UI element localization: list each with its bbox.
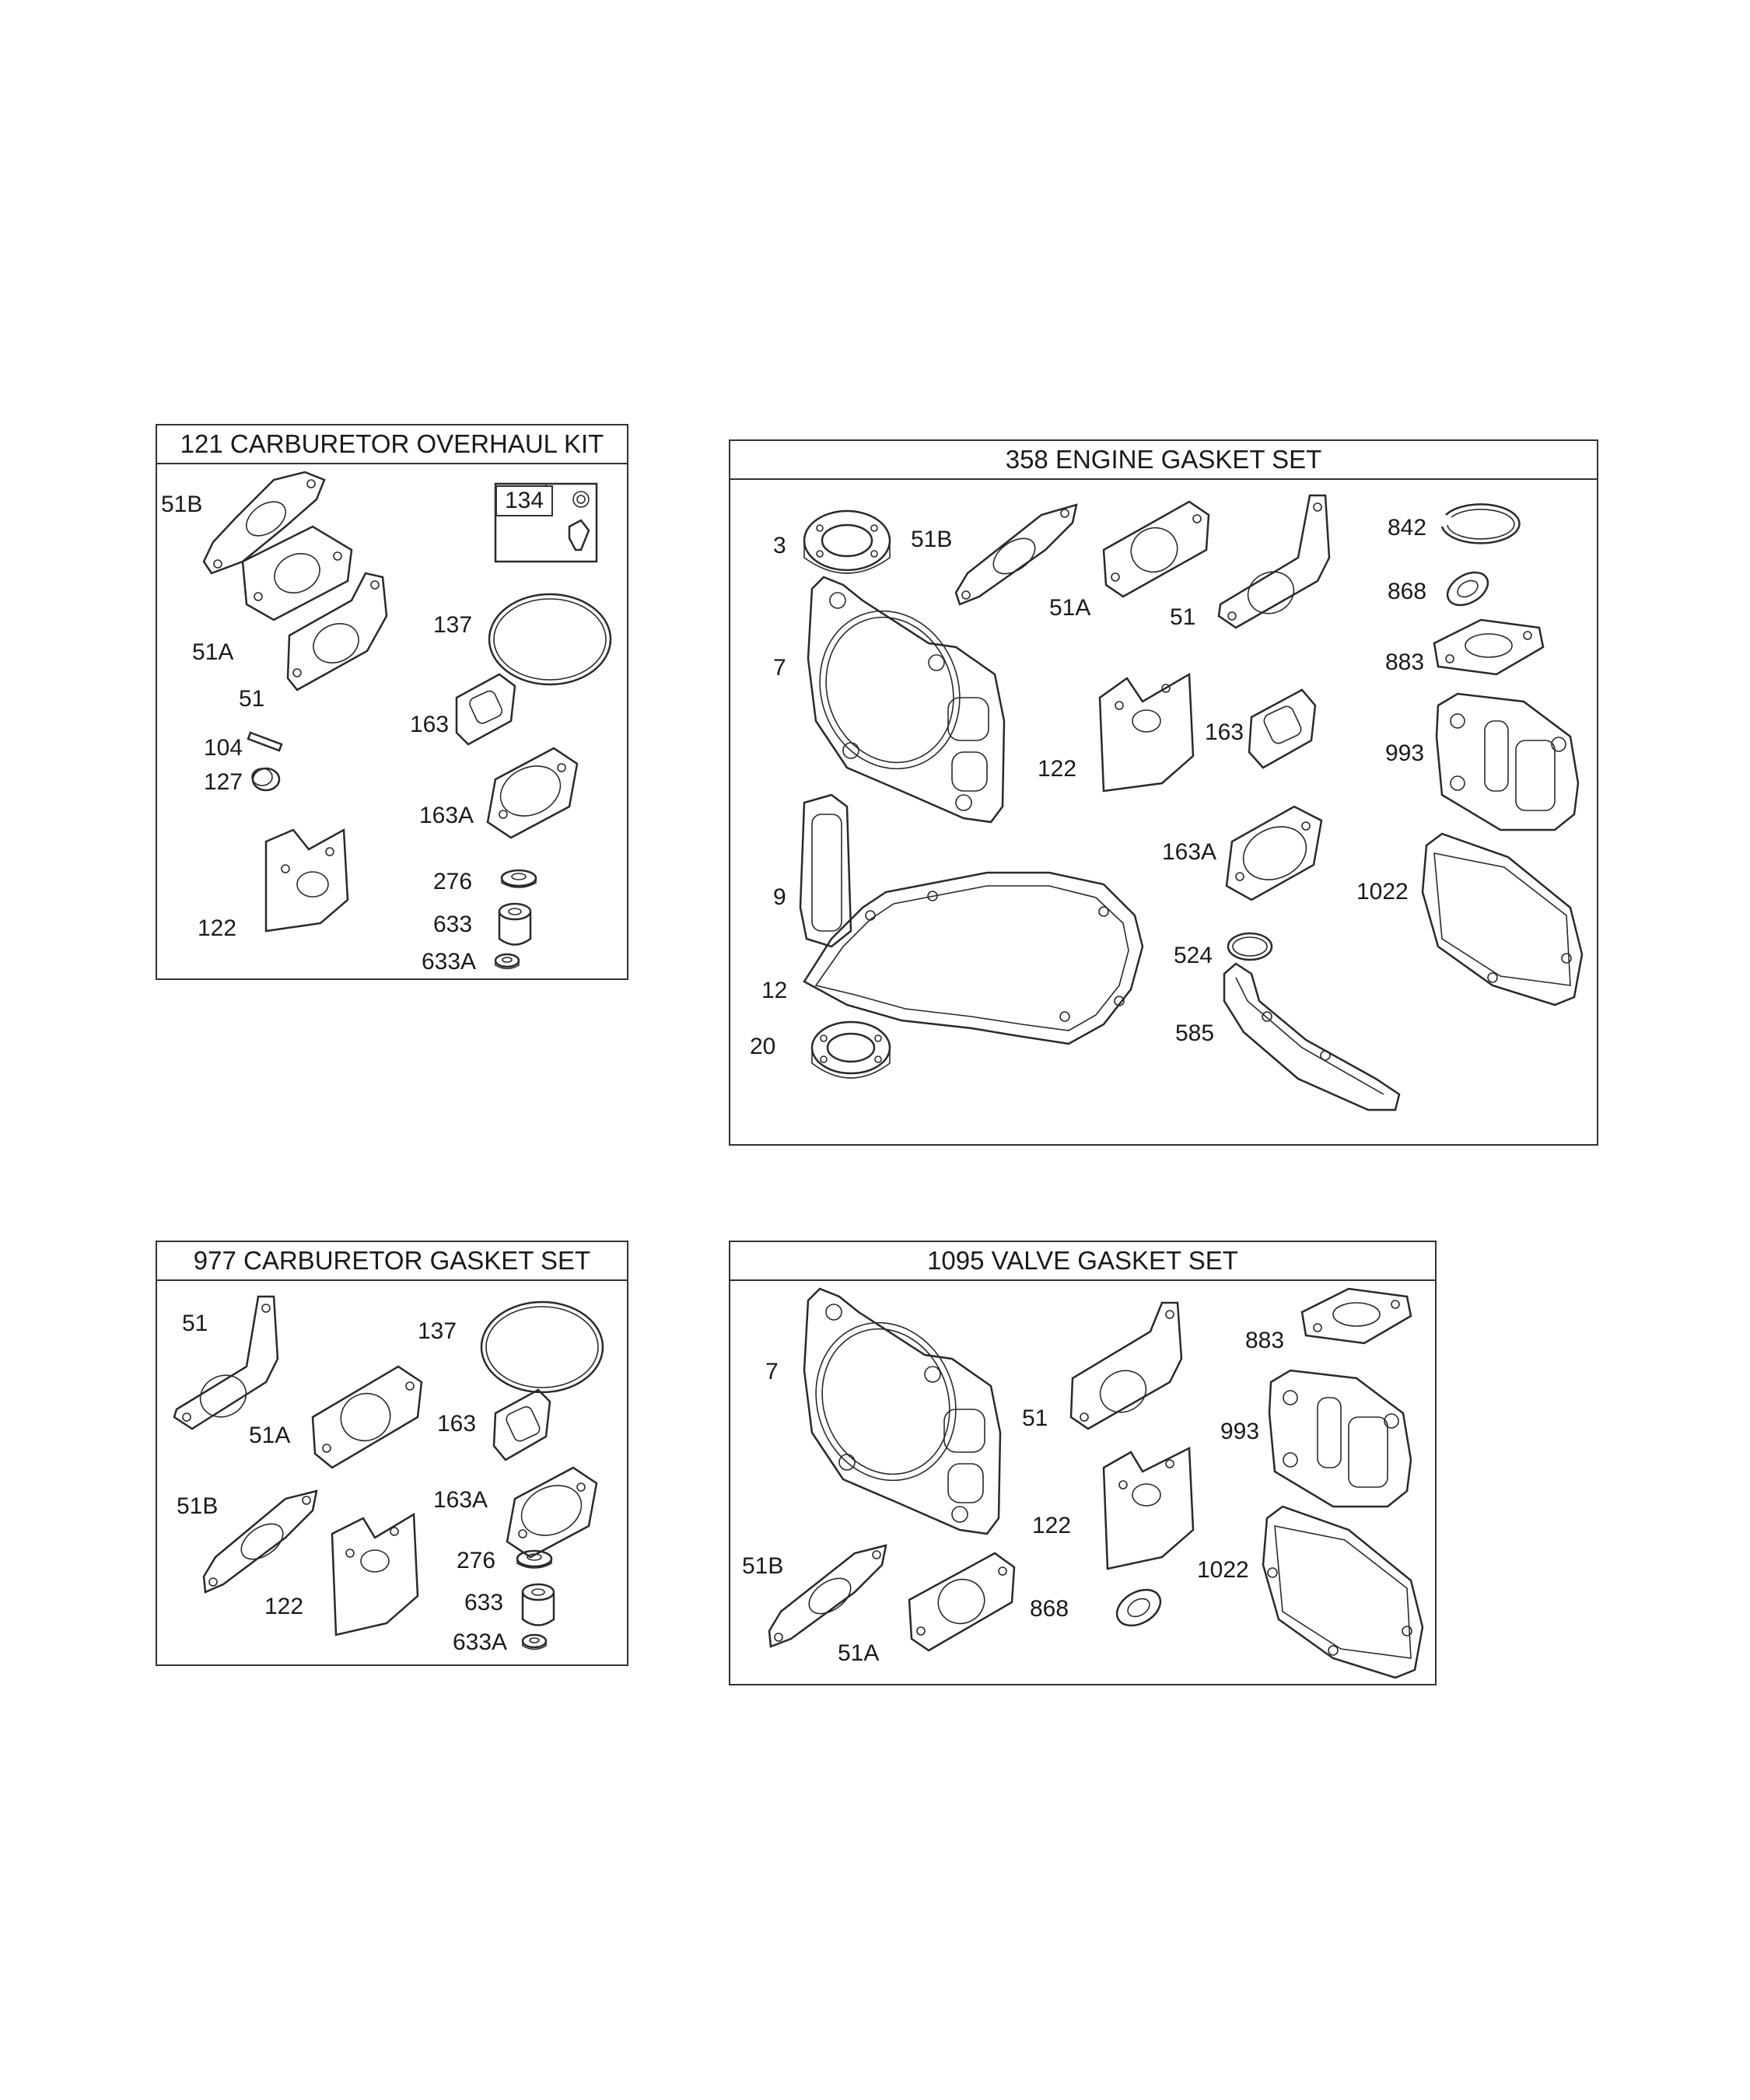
part-163-gasket-illustration — [457, 674, 515, 744]
callout-3: 3 — [773, 533, 786, 558]
part-1022-gasket-illustration — [1263, 1507, 1423, 1678]
callout-633a: 633A — [453, 1629, 508, 1655]
callout-842: 842 — [1388, 515, 1427, 541]
part-122-insulator-illustration — [266, 830, 348, 931]
part-51b-gasket-illustration — [204, 472, 324, 573]
callout-122: 122 — [1032, 1513, 1072, 1538]
part-51-gasket-illustration — [1071, 1303, 1181, 1429]
callout-137: 137 — [418, 1318, 457, 1344]
part-163-gasket-illustration — [494, 1390, 550, 1460]
part-633a-bushing-illustration — [523, 1635, 546, 1650]
callout-122: 122 — [264, 1594, 304, 1619]
kit-title: 121 CARBURETOR OVERHAUL KIT — [157, 425, 627, 464]
callout-993: 993 — [1385, 740, 1425, 766]
kit-977-parts-illustration — [157, 1242, 630, 1668]
kit-1095-valve-gasket-set — [729, 1241, 1437, 1685]
part-163-gasket-illustration — [1249, 690, 1315, 768]
part-993-cover-gasket-illustration — [1437, 694, 1578, 830]
part-163a-gasket-illustration — [488, 748, 577, 838]
callout-51: 51 — [1022, 1405, 1048, 1431]
part-51b-gasket-illustration — [204, 1491, 317, 1592]
kit-title: 1095 VALVE GASKET SET — [730, 1242, 1435, 1281]
callout-137: 137 — [433, 612, 473, 638]
part-524-ring-illustration — [1228, 933, 1272, 960]
callout-134: 134 — [495, 485, 553, 516]
part-51a-gasket-illustration — [313, 1367, 422, 1468]
part-122-insulator-illustration — [332, 1514, 418, 1635]
part-7-head-gasket-illustration — [794, 1289, 1000, 1534]
callout-51b: 51B — [161, 492, 203, 517]
kit-358-parts-illustration — [730, 441, 1600, 1147]
part-20-oil-seal-illustration — [812, 1022, 890, 1078]
callout-163: 163 — [1205, 719, 1244, 745]
callout-163a: 163A — [433, 1487, 488, 1513]
callout-51a: 51A — [249, 1423, 291, 1448]
kit-977-carburetor-gasket-set — [156, 1241, 628, 1666]
part-276-washer-illustration — [517, 1551, 551, 1568]
part-137-oring-illustration — [489, 594, 611, 684]
part-883-gasket-illustration — [1302, 1289, 1411, 1343]
kit-1095-parts-illustration — [730, 1242, 1438, 1687]
part-137-oring-illustration — [481, 1302, 603, 1392]
callout-20: 20 — [750, 1034, 776, 1059]
part-9-gasket-illustration — [800, 795, 851, 947]
callout-633: 633 — [464, 1590, 504, 1615]
part-51b-gasket-illustration — [956, 505, 1076, 604]
part-12-crankcase-gasket-illustration — [804, 873, 1143, 1044]
part-883-gasket-illustration — [1434, 620, 1543, 674]
part-993-cover-gasket-illustration — [1269, 1370, 1411, 1507]
part-163a-gasket-illustration — [507, 1468, 597, 1557]
kit-121-carburetor-overhaul — [156, 424, 628, 980]
part-633-bushing-illustration — [499, 904, 530, 945]
kit-title: 358 ENGINE GASKET SET — [730, 441, 1597, 480]
callout-51: 51 — [1170, 604, 1196, 630]
callout-276: 276 — [433, 869, 473, 894]
callout-1022: 1022 — [1197, 1557, 1249, 1583]
part-633a-bushing-illustration — [495, 954, 519, 969]
callout-868: 868 — [1030, 1596, 1069, 1622]
part-51a-gasket-illustration — [909, 1553, 1014, 1650]
part-122-insulator-illustration — [1100, 674, 1193, 791]
part-104-pin-illustration — [248, 733, 282, 751]
callout-868: 868 — [1388, 579, 1427, 604]
part-51a-gasket-illustration — [1104, 502, 1209, 597]
callout-883: 883 — [1385, 649, 1425, 675]
kit-358-engine-gasket-set — [729, 439, 1598, 1146]
part-7-head-gasket-illustration — [798, 577, 1004, 822]
callout-7: 7 — [773, 655, 786, 681]
part-842-retaining-ring-illustration — [1442, 504, 1519, 543]
part-122-insulator-illustration — [1104, 1448, 1193, 1569]
part-1022-gasket-illustration — [1423, 834, 1582, 1005]
callout-51a: 51A — [838, 1640, 880, 1666]
part-633-bushing-illustration — [523, 1584, 554, 1626]
part-51-gasket-illustration — [1219, 495, 1329, 628]
part-868-seal-illustration — [1111, 1583, 1167, 1633]
callout-585: 585 — [1175, 1020, 1215, 1046]
callout-163a: 163A — [1162, 839, 1217, 865]
part-163a-gasket-illustration — [1227, 807, 1321, 900]
callout-7: 7 — [765, 1359, 779, 1384]
part-127-plug-illustration — [252, 768, 279, 790]
callout-51a: 51A — [1049, 595, 1091, 621]
callout-1022: 1022 — [1356, 879, 1409, 905]
callout-276: 276 — [457, 1548, 496, 1573]
callout-524: 524 — [1174, 943, 1213, 968]
callout-163a: 163A — [419, 803, 474, 828]
callout-51b: 51B — [911, 527, 953, 552]
part-51a-gasket-illustration — [243, 527, 352, 620]
callout-51: 51 — [239, 686, 265, 712]
callout-127: 127 — [204, 769, 243, 795]
callout-163: 163 — [437, 1411, 477, 1437]
callout-633a: 633A — [422, 949, 477, 975]
part-51b-gasket-illustration — [769, 1545, 886, 1647]
callout-104: 104 — [204, 735, 243, 761]
callout-633: 633 — [433, 912, 473, 937]
callout-993: 993 — [1220, 1419, 1260, 1444]
callout-51b: 51B — [177, 1493, 219, 1519]
part-585-gasket-illustration — [1224, 964, 1399, 1110]
callout-122: 122 — [1038, 756, 1077, 782]
kit-title: 977 CARBURETOR GASKET SET — [157, 1242, 627, 1281]
kit-121-parts-illustration — [157, 425, 630, 982]
callout-883: 883 — [1245, 1328, 1285, 1353]
part-868-seal-illustration — [1442, 565, 1493, 611]
part-276-washer-illustration — [502, 870, 536, 887]
callout-163: 163 — [410, 712, 450, 737]
callout-9: 9 — [773, 884, 786, 910]
callout-12: 12 — [761, 978, 788, 1003]
callout-122: 122 — [198, 915, 237, 941]
callout-51: 51 — [182, 1311, 208, 1336]
callout-51b: 51B — [742, 1553, 784, 1579]
callout-51a: 51A — [192, 639, 234, 665]
part-3-oil-seal-illustration — [804, 511, 890, 573]
